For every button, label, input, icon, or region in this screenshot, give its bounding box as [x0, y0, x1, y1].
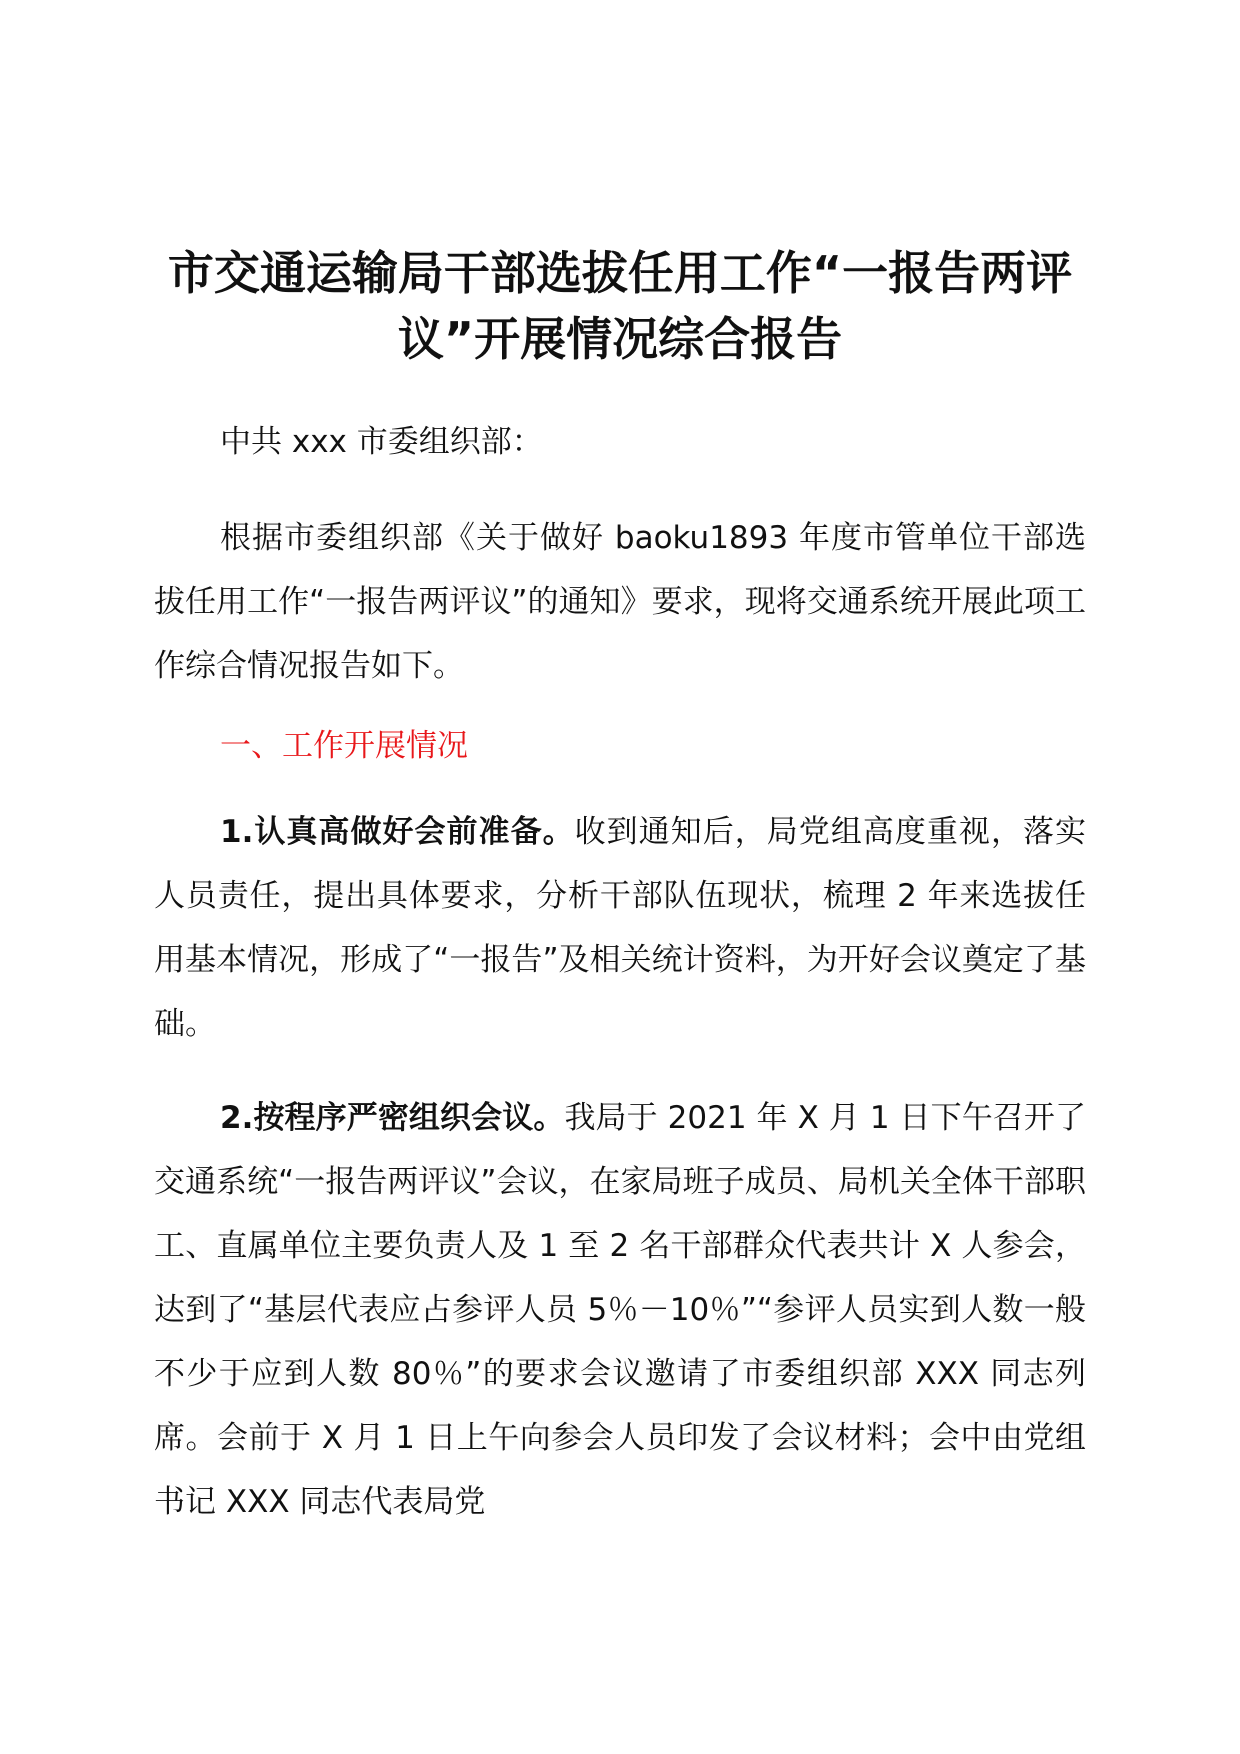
paragraph-1-lead: 1.认真高做好会前准备。	[220, 814, 575, 850]
intro-paragraph: 根据市委组织部《关于做好 baoku1893 年度市管单位干部选拔任用工作“一报告两评议”的通知》要求，现将交通系统开展此项工作综合情况报告如下。	[154, 520, 1086, 684]
paragraph-2-text: 我局于 2021 年 X 月 1 日下午召开了交通系统“一报告两评议”会议，在家局班子成员、局机关全体干部职工、直属单位主要负责人及 1 至 2 名干部群众代表共计 X 人参会，达到了“基层代表应占参评人员 5％－10％”“参评人员实到人数一般不少于应到人数 80％”的要求会议邀请了市委组织部 XXX 同志列席。会前于 X 月 1 日上午向参会人员印发了会议材料；会中由党组书记 XXX 同志代表局党	[154, 1100, 1086, 1520]
paragraph-1-text: 收到通知后，局党组高度重视，落实人员责任，提出具体要求，分析干部队伍现状，梳理 2 年来选拔任用基本情况，形成了“一报告”及相关统计资料，为开好会议奠定了基础。	[154, 814, 1086, 1042]
salutation: 中共 xxx 市委组织部：	[220, 424, 543, 460]
paragraph-2	[154, 1086, 1086, 1534]
document-title: 市交通运输局干部选拔任用工作“一报告两评议”开展情况综合报告	[167, 246, 1073, 366]
paragraph-2-lead: 2.按程序严密组织会议。	[220, 1100, 565, 1136]
paragraph-1	[154, 800, 1086, 1056]
section-heading: 一、工作开展情况	[220, 728, 468, 764]
